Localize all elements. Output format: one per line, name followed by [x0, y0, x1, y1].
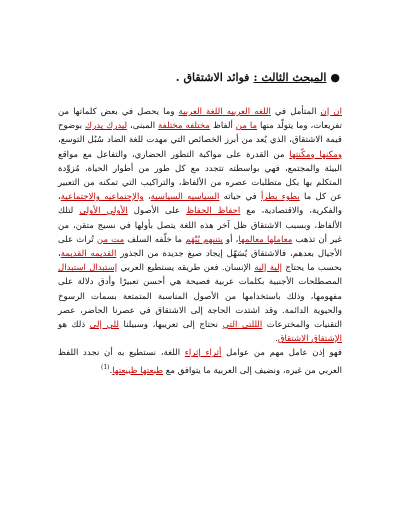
text-run: . — [275, 334, 278, 345]
text-run: المتأمل في — [270, 107, 321, 117]
text-run: المبنى، — [127, 121, 159, 132]
section-title: فوائد الاشتقاق . — [175, 71, 250, 84]
correction-mark: الإشتقاق الاشتقاق — [277, 334, 342, 345]
correction-mark: للي إلى — [89, 320, 119, 331]
correction-mark: بطوء يطرأ — [260, 192, 300, 203]
paragraph-2 — [58, 346, 342, 377]
text-run: ما خلّفه السلف — [124, 234, 186, 245]
text-run: بوضوح قيمة الاشتقاق، الذي يُعد من أبرز الخصائص التي مهدت للغة الضاد سُبُل التوسع، — [58, 121, 342, 146]
text-run: ألفاظ — [210, 121, 236, 132]
correction-mark: إلية إليه — [254, 263, 282, 274]
correction-mark: احفاظ الحفاظ — [186, 206, 241, 217]
correction-mark: إستبدال استبدال — [58, 263, 118, 274]
correction-mark: أثراء إثراء — [184, 348, 222, 359]
text-run: تُراث على الأجيال بعدهم، فالاشتقاق يُسَهّل إيجاد صيغ جديدة من الجذور — [58, 234, 342, 260]
paragraph-1 — [58, 105, 342, 346]
text-run: ذلك هو — [58, 320, 90, 331]
text-run: . — [109, 365, 113, 376]
body-text — [58, 105, 342, 378]
correction-mark: يتنبهم يُبْهَم — [185, 234, 223, 245]
text-run: ، بحسب ما يحتاج — [58, 249, 342, 274]
correction-mark: ما من — [235, 121, 258, 132]
text-run: في حياته — [219, 192, 261, 203]
correction-mark: مت من — [96, 234, 125, 245]
correction-mark: الللتى التي — [222, 320, 263, 331]
correction-mark: القديمه القديمة — [60, 249, 117, 260]
text-run: لتلك الألفاظ، وبسبب الاشتقاق ظل آخر هذه اللغة يتصل بأولها في نسيج متقن، من غير أن تذهب — [58, 206, 342, 245]
text-run: ، — [143, 192, 151, 203]
text-run: ، والفكرية، والاقتصادية، مع — [58, 192, 343, 217]
text-run: من القدرة على مواكبة التطور الحضاري، والتفاعل مع مواقع البيئة والمجتمع، فهي بواسطته تتجدد مع كل طور من أطوار الحياة، مُزوِّدة المتكلم بها بكل متطلبات عصره من الألفاظ، والتراكيب التي تمكنه من التعبير عن كل ما — [58, 149, 342, 203]
correction-mark: طبعتها طبيعتها — [112, 365, 164, 376]
correction-mark: معاملها معالمها — [238, 234, 293, 245]
text-run: ، أو — [222, 234, 239, 245]
text-run: نحتاج إلى تعريبها، وسبيلنا — [118, 320, 223, 331]
text-run: اللغة، نستطيع به أن نجدد اللفظ العربي من غيره، ونضيف إلى العربية ما يتوافق مع — [58, 348, 342, 376]
correction-mark: مختلفه مختلفة — [158, 121, 211, 132]
footnote-ref: (1) — [100, 363, 110, 371]
correction-mark: السياسيه السياسية — [150, 192, 220, 203]
correction-mark: ومكنها ومكّنتها — [289, 149, 343, 160]
text-run: وما يحصل في بعض كلماتها من تفريعات، وما يتولّد منها — [58, 107, 342, 132]
text-run: فهو إذن عامل مهم من عوامل — [221, 348, 343, 359]
correction-mark: اللغه العربيه اللغة العربية — [178, 107, 271, 117]
correction-mark: ان إن — [320, 107, 342, 117]
correction-mark: ليدرك يدرك — [85, 121, 128, 132]
text-run: المصطلحات الأجنبية بكلمات عربية فصيحة هي أحسن تعبيرًا وأدق دلالة على مفهومها، وذلك باستخدامها من الأصول المناسبة المتمتعة بسمات الرسوخ والحيوية الدائمة. وقد اشتدت الحاجة إلى الاشتقاق في عصرنا الحاضر، عصر التقنيات والمخترعات — [58, 277, 342, 331]
text-run: على الأصول — [127, 206, 187, 217]
section-heading — [176, 71, 340, 84]
correction-mark: الأولي الأولى — [79, 206, 128, 217]
text-run: الإنسان. فعن طريقه يستطيع العربي — [117, 263, 255, 274]
section-label: المبحث الثالث : — [253, 71, 327, 84]
bullet-icon: ● — [330, 71, 340, 84]
correction-mark: والإجتماعيه والاجتماعية — [60, 192, 144, 203]
